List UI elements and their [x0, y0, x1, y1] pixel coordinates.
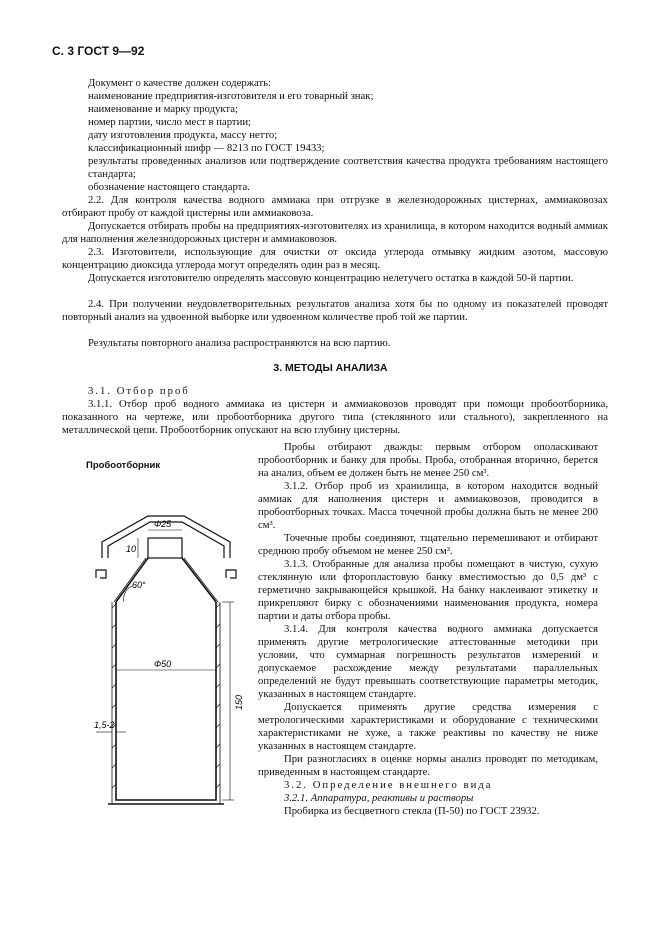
paragraph-3-1-4: 3.1.4. Для контроля качества водного аммиака допускается применять другие метрологические аттестованные методики при условии, что суммарная погрешность результатов измерений и допускаемое расхождение между результатами параллельных определений не будут превышать соответствующие параметры методик, указанных в настоящем стандарте. — [258, 623, 598, 700]
intro-line-2: наименование предприятия-изготовителя и его товарный знак; — [88, 90, 374, 102]
intro-line-8: обозначение настоящего стандарта. — [88, 181, 250, 193]
paragraph-right-6: Допускается применять другие средства измерения с метрологическими характеристиками и оборудование с техническими характеристиками не хуже, а также реактивы по качеству не ниже указанных в настоящем стандарте. — [258, 701, 598, 752]
paragraph-2-2b: Допускается отбирать пробы на предприятиях-изготовителях из хранилища, в котором находится водный аммиак для наполнения железнодорожных цистерн и аммиаковозов. — [62, 220, 608, 245]
dim-height-150: 150 — [234, 694, 244, 710]
figure-title: Пробоотборник — [86, 460, 161, 471]
intro-line-4: номер партии, число мест в партии; — [88, 116, 252, 128]
paragraph-3-1-3: 3.1.3. Отобранные для анализа пробы помещают в чистую, сухую стеклянную или фторопластовую банку вместимостью до 0,5 дм³ с герметично закрывающейся крышкой. На банку наклеивают этикетку и прикрепляют бирку с обозначениями наименования продукта, номера партии и даты отбора пробы. — [258, 558, 598, 622]
dim-angle-60: 60° — [132, 580, 146, 590]
paragraph-right-7: При разногласиях в оценке нормы анализ проводят по методикам, приведенным в настоящем стандарте. — [258, 753, 598, 778]
intro-line-7: результаты проведенных анализов или подтверждение соответствия качества продукта требованиям настоящего стандарта; — [88, 155, 608, 180]
paragraph-2-4b: Результаты повторного анализа распространяются на всю партию. — [88, 337, 391, 349]
paragraph-3-1-1: 3.1.1. Отбор проб водного аммиака из цистерн и аммиаковозов проводят при помощи пробоотборника, показанного на чертеже, или пробоотборника другого типа (стеклянного или стального), закрепленного на металлической цепи. Пробоотборник опускают на всю глубину цистерны. — [62, 398, 608, 436]
intro-line-1: Документ о качестве должен содержать: — [88, 77, 272, 89]
intro-line-6: классификационный шифр — 8213 по ГОСТ 19433; — [88, 142, 325, 154]
section-3-title: 3. МЕТОДЫ АНАЛИЗА — [273, 362, 388, 374]
dim-wall-thickness: 1,5-2 — [94, 720, 115, 730]
subsection-3-2: 3.2. Определение внешнего вида — [284, 779, 493, 791]
paragraph-2-3: 2.3. Изготовители, использующие для очистки от оксида углерода отмывку жидким азотом, массовую концентрацию диоксида углерода могут определять один раз в месяц. — [62, 246, 608, 271]
intro-line-5: дату изготовления продукта, массу нетто; — [88, 129, 278, 141]
paragraph-2-4: 2.4. При получении неудовлетворительных результатов анализа хотя бы по одному из показателей проводят повторный анализ на удвоенной выборке или удвоенном количестве проб той же партии. — [62, 298, 608, 323]
page-header: С. 3 ГОСТ 9—92 — [52, 44, 145, 58]
subsection-3-2-1: 3.2.1. Аппаратура, реактивы и растворы — [284, 792, 474, 804]
intro-line-3: наименование и марку продукта; — [88, 103, 238, 115]
sampler-drawing — [80, 478, 252, 818]
dim-diameter-50: Ф50 — [154, 659, 172, 669]
paragraph-2-2: 2.2. Для контроля качества водного аммиака при отгрузке в железнодорожных цистернах, аммиаковозах отбирают пробу от каждой цистерны или аммиаковоза. — [62, 194, 608, 219]
dim-diameter-25: Ф25 — [154, 519, 172, 529]
paragraph-right-3: Точечные пробы соединяют, тщательно перемешивают и отбирают среднюю пробу объемом не менее 250 см³. — [258, 532, 598, 557]
paragraph-3-1-2: 3.1.2. Отбор проб из хранилища, в котором находится водный аммиак для наполнения цистерн и аммиаковозов, проводится в пробоотборных точках. Масса точечной пробы должна быть не менее 200 см³. — [258, 480, 598, 531]
paragraph-2-3b: Допускается изготовителю определять массовую концентрацию нелетучего остатка в каждой 50-й партии. — [88, 272, 574, 284]
dim-height-10: 10 — [126, 544, 137, 554]
paragraph-right-1: Пробы отбирают дважды: первым отбором ополаскивают пробоотборник и банку для пробы. Проба, отобранная вторично, берется на анализ, объем ее должен быть не менее 250 см³. — [258, 441, 598, 479]
subsection-3-1: 3.1. Отбор проб — [88, 385, 190, 397]
paragraph-right-10: Пробирка из бесцветного стекла (П-50) по ГОСТ 23932. — [284, 805, 540, 817]
